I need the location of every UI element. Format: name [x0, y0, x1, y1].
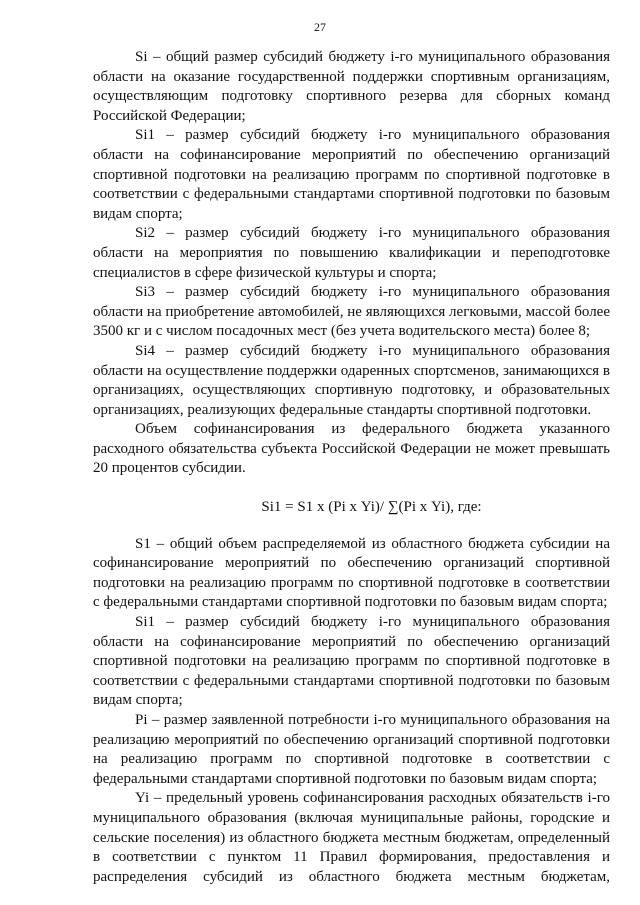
- paragraph-s1-definition: S1 – общий объем распределяемой из областного бюджета субсидии на софинансирование мероприятий по обеспечению организаций спортивной подготовки на реализацию программ по спортивной подготовке в соответствии с федеральными стандартами спортивной подготовки по базовым видам спорта;: [93, 535, 610, 611]
- paragraph-yi-definition: Yi – предельный уровень софинансирования расходных обязательств i-го муниципального образования (включая муниципальные районы, городские и сельские поселения) из областного бюджета местным бюджетам, определенный в соответствии с пунктом 11 Правил формирования, предоставления и распределения субсидий из областного бюджета местным бюджетам,: [93, 790, 610, 885]
- paragraph-si: Si – общий размер субсидий бюджету i-го муниципального образования области на оказание государственной поддержки спортивным организациям, осуществляющим подготовку спортивного резерва для сборных команд Российской Федерации;: [93, 49, 610, 124]
- paragraph-si1-definition: Si1 – размер субсидий бюджету i-го муниципального образования области на софинансирование мероприятий по обеспечению организаций спортивной подготовки на реализацию программ по спортивной подготовке в соответствии с федеральными стандартами спортивной подготовки по базовым видам спорта;: [93, 614, 610, 709]
- paragraph-si1: Si1 – размер субсидий бюджету i-го муниципального образования области на софинансирование мероприятий по обеспечению организаций спортивной подготовки на реализацию программ по спортивной подготовке в соответствии с федеральными стандартами спортивной подготовки по базовым видам спорта;: [93, 127, 610, 222]
- paragraph-pi-definition: Pi – размер заявленной потребности i-го муниципального образования на реализацию мероприятий по обеспечению организаций спортивной подготовки на реализацию программ по спортивной подготовке в соответствии с федеральными стандартами спортивной подготовки по базовым видам спорта;: [93, 712, 610, 787]
- formula: Si1 = S1 х (Pi х Yi)/ ∑(Pi х Yi), где:: [261, 499, 482, 516]
- page-number: 27: [314, 20, 326, 34]
- paragraph-si2: Si2 – размер субсидий бюджету i-го муниципального образования области на мероприятия по повышению квалификации и переподготовке специалистов в сфере физической культуры и спорта;: [93, 225, 610, 281]
- paragraph-si3: Si3 – размер субсидий бюджету i-го муниципального образования области на приобретение автомобилей, не являющихся легковыми, массой более 3500 кг и с числом посадочных мест (без учета водительского места) более 8;: [93, 284, 610, 340]
- paragraph-cofinancing-limit: Объем софинансирования из федерального бюджета указанного расходного обязательства субъекта Российской Федерации не может превышать 20 процентов субсидии.: [93, 421, 610, 477]
- paragraph-si4: Si4 – размер субсидий бюджету i-го муниципального образования области на осуществление поддержки одаренных спортсменов, занимающихся в организациях, осуществляющих спортивную подготовку, и образовательных организациях, реализующих федеральные стандарты спортивной подготовки.: [93, 342, 610, 418]
- document-body: [93, 48, 610, 887]
